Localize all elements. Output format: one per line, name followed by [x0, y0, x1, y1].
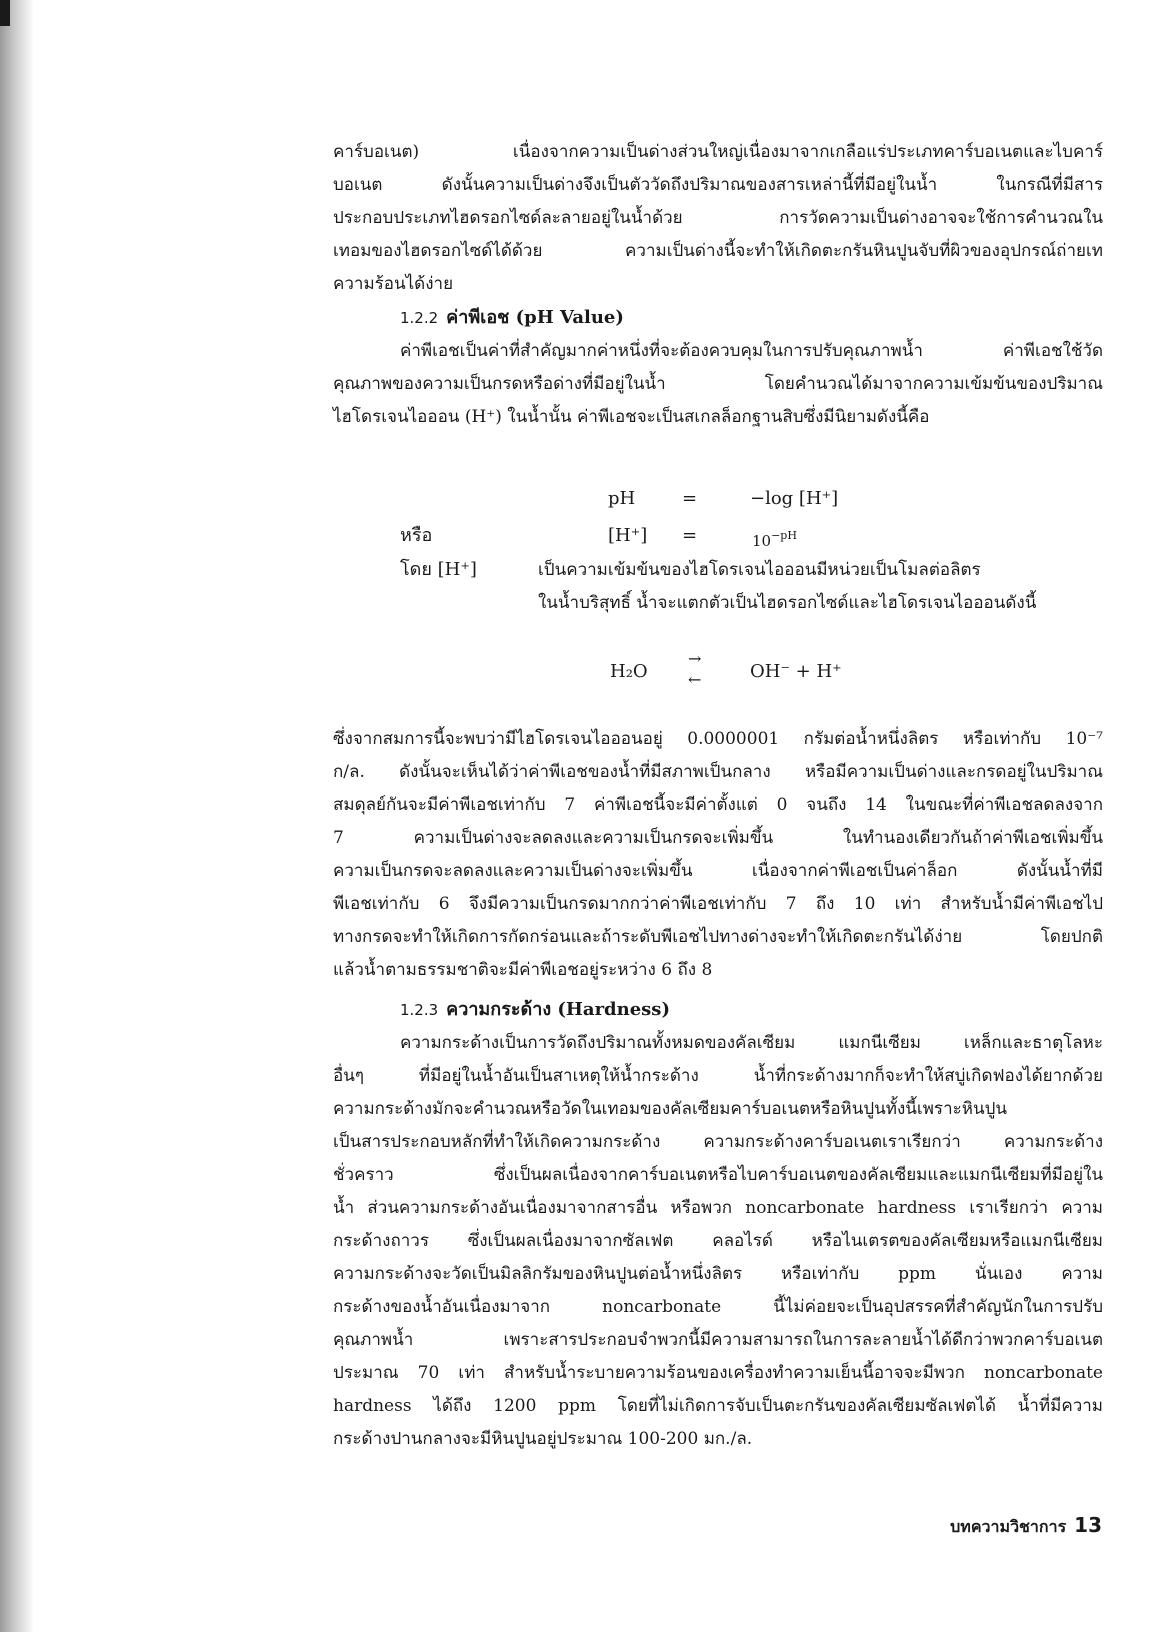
- text-line: ก/ล. ดังนั้นจะเห็นได้ว่าค่าพีเอชของน้ำที่มีสภาพเป็นกลาง หรือมีความเป็นด่างและกรดอยู่ในปริมาณ: [333, 762, 1103, 782]
- text-line: 7 ความเป็นด่างจะลดลงและความเป็นกรดจะเพิ่มขึ้น ในทำนองเดียวกันถ้าค่าพีเอชเพิ่มขึ้น: [333, 828, 1103, 848]
- page-number: 13: [1074, 1513, 1102, 1537]
- reaction-arrow-forward: →: [688, 649, 702, 668]
- text-line: เทอมของไฮดรอกไซด์ได้ด้วย ความเป็นด่างนี้จะทำให้เกิดตะกรันหินปูนจับที่ผิวของอุปกรณ์ถ่ายเท: [333, 241, 1103, 261]
- equation-2-operator: =: [682, 525, 698, 546]
- footer-label: บทความวิชาการ: [950, 1517, 1067, 1536]
- section-number: 1.2.3: [400, 1001, 439, 1019]
- reaction-arrow-backward: ←: [688, 670, 702, 689]
- section-number: 1.2.2: [400, 309, 439, 327]
- section-title: ความกระด้าง (Hardness): [446, 999, 670, 1020]
- text-line: ประกอบประเภทไฮดรอกไซด์ละลายอยู่ในน้ำด้วย การวัดความเป็นด่างอาจจะใช้การคำนวณใน: [333, 208, 1103, 228]
- reaction-left: H₂O: [610, 661, 648, 682]
- equation-1-operator: =: [682, 488, 698, 509]
- text-line: เป็นสารประกอบหลักที่ทำให้เกิดความกระด้าง ความกระด้างคาร์บอเนตเราเรียกว่า ความกระด้าง: [333, 1132, 1103, 1152]
- text-line: ซึ่งจากสมการนี้จะพบว่ามีไฮโดรเจนไอออนอยู่ 0.0000001 กรัมต่อน้ำหนึ่งลิตร หรือเท่ากับ 10⁻⁷: [333, 729, 1103, 749]
- where-label: โดย [H⁺]: [400, 559, 477, 580]
- text-line: คุณภาพของความเป็นกรดหรือด่างที่มีอยู่ในน้ำ โดยคำนวณได้มาจากความเข้มข้นของปริมาณ: [333, 374, 1103, 394]
- text-line: hardness ได้ถึง 1200 ppm โดยที่ไม่เกิดการจับเป็นตะกรันของคัลเซียมซัลเฟตได้ น้ำที่มีความ: [333, 1396, 1103, 1416]
- text-line: ชั่วคราว ซึ่งเป็นผลเนื่องจากคาร์บอเนตหรือไบคาร์บอเนตของคัลเซียมและแมกนีเซียมที่มีอยู่ใน: [333, 1165, 1103, 1185]
- text-line: คาร์บอเนต) เนื่องจากความเป็นด่างส่วนใหญ่เนื่องมาจากเกลือแร่ประเภทคาร์บอเนตและไบคาร์: [333, 142, 1103, 162]
- reaction-right: OH⁻ + H⁺: [750, 661, 842, 682]
- section-heading-hardness: [400, 998, 670, 1022]
- equation-2-exponent: −pH: [771, 529, 797, 542]
- or-label: หรือ: [400, 525, 433, 546]
- book-spine-shadow: [0, 0, 34, 1632]
- section-heading-ph: [400, 306, 624, 330]
- text-line: ทางกรดจะทำให้เกิดการกัดกร่อนและถ้าระดับพีเอชไปทางด่างจะทำให้เกิดตะกรันได้ง่าย โดยปกติ: [333, 927, 1103, 947]
- text-line: ไฮโดรเจนไอออน (H⁺) ในน้ำนั้น ค่าพีเอชจะเป็นสเกลล็อกฐานสิบซึ่งมีนิยามดังนี้คือ: [333, 407, 930, 427]
- text-line: ความกระด้างเป็นการวัดถึงปริมาณทั้งหมดของคัลเซียม แมกนีเซียม เหล็กและธาตุโลหะ: [400, 1033, 1103, 1053]
- page-footer: [950, 1513, 1102, 1540]
- text-line: ความเป็นกรดจะลดลงและความเป็นด่างจะเพิ่มขึ้น เนื่องจากค่าพีเอชเป็นค่าล็อก ดังนั้นน้ำที่มี: [333, 861, 1103, 881]
- text-line: กระด้างของน้ำอันเนื่องมาจาก noncarbonate นี้ไม่ค่อยจะเป็นอุปสรรคที่สำคัญนักในการปรับ: [333, 1297, 1103, 1317]
- text-line: แล้วน้ำตามธรรมชาติจะมีค่าพีเอชอยู่ระหว่าง 6 ถึง 8: [333, 960, 713, 980]
- text-line: บอเนต ดังนั้นความเป็นด่างจึงเป็นตัววัดถึงปริมาณของสารเหล่านี้ที่มีอยู่ในน้ำ ในกรณีที่มีสาร: [333, 175, 1103, 195]
- text-line: ประมาณ 70 เท่า สำหรับน้ำระบายความร้อนของเครื่องทำความเย็นนี้อาจจะมีพวก noncarbonate: [333, 1363, 1103, 1383]
- section-title: ค่าพีเอช (pH Value): [446, 307, 624, 328]
- text-line: สมดุลย์กันจะมีค่าพีเอชเท่ากับ 7 ค่าพีเอชนี้จะมีค่าตั้งแต่ 0 จนถึง 14 ในขณะที่ค่าพีเอชลดลงจาก: [333, 795, 1103, 815]
- scan-corner-mark: [0, 0, 10, 26]
- text-line: ความกระด้างจะวัดเป็นมิลลิกรัมของหินปูนต่อน้ำหนึ่งลิตร หรือเท่ากับ ppm นั่นเอง ความ: [333, 1264, 1103, 1284]
- equation-1-right: −log [H⁺]: [750, 488, 839, 509]
- where-text: เป็นความเข้มข้นของไฮโดรเจนไอออนมีหน่วยเป็นโมลต่อลิตร: [538, 560, 981, 580]
- text-line: คุณภาพน้ำ เพราะสารประกอบจำพวกนี้มีความสามารถในการละลายน้ำได้ดีกว่าพวกคาร์บอเนต: [333, 1330, 1103, 1350]
- text-line: อื่นๆ ที่มีอยู่ในน้ำอันเป็นสาเหตุให้น้ำกระด้าง น้ำที่กระด้างมากก็จะทำให้สบู่เกิดฟองได้ยากด้วย: [333, 1066, 1103, 1086]
- text-line: ความกระด้างมักจะคำนวณหรือวัดในเทอมของคัลเซียมคาร์บอเนตหรือหินปูนทั้งนี้เพราะหินปูน: [333, 1099, 1007, 1119]
- text-line: กระด้างปานกลางจะมีหินปูนอยู่ประมาณ 100-200 มก./ล.: [333, 1429, 753, 1449]
- equation-2-left: [H⁺]: [608, 525, 648, 546]
- equation-2-base: 10: [752, 532, 772, 550]
- text-line: พีเอชเท่ากับ 6 จึงมีความเป็นกรดมากกว่าค่าพีเอชเท่ากับ 7 ถึง 10 เท่า สำหรับน้ำมีค่าพีเอชไป: [333, 894, 1103, 914]
- text-line: กระด้างถาวร ซึ่งเป็นผลเนื่องมาจากซัลเฟต คลอไรด์ หรือไนเตรตของคัลเซียมหรือแมกนีเซียม: [333, 1231, 1103, 1251]
- water-dissociation-text: ในน้ำบริสุทธิ์ น้ำจะแตกตัวเป็นไฮดรอกไซด์และไฮโดรเจนไอออนดังนี้: [538, 593, 1037, 613]
- equation-2-right: [752, 524, 797, 553]
- text-line: ค่าพีเอชเป็นค่าที่สำคัญมากค่าหนึ่งที่จะต้องควบคุมในการปรับคุณภาพน้ำ ค่าพีเอชใช้วัด: [400, 341, 1103, 361]
- equation-1-left: pH: [608, 488, 636, 509]
- text-line: น้ำ ส่วนความกระด้างอันเนื่องมาจากสารอื่น หรือพวก noncarbonate hardness เราเรียกว่า ความ: [333, 1198, 1103, 1218]
- text-line: ความร้อนได้ง่าย: [333, 274, 454, 294]
